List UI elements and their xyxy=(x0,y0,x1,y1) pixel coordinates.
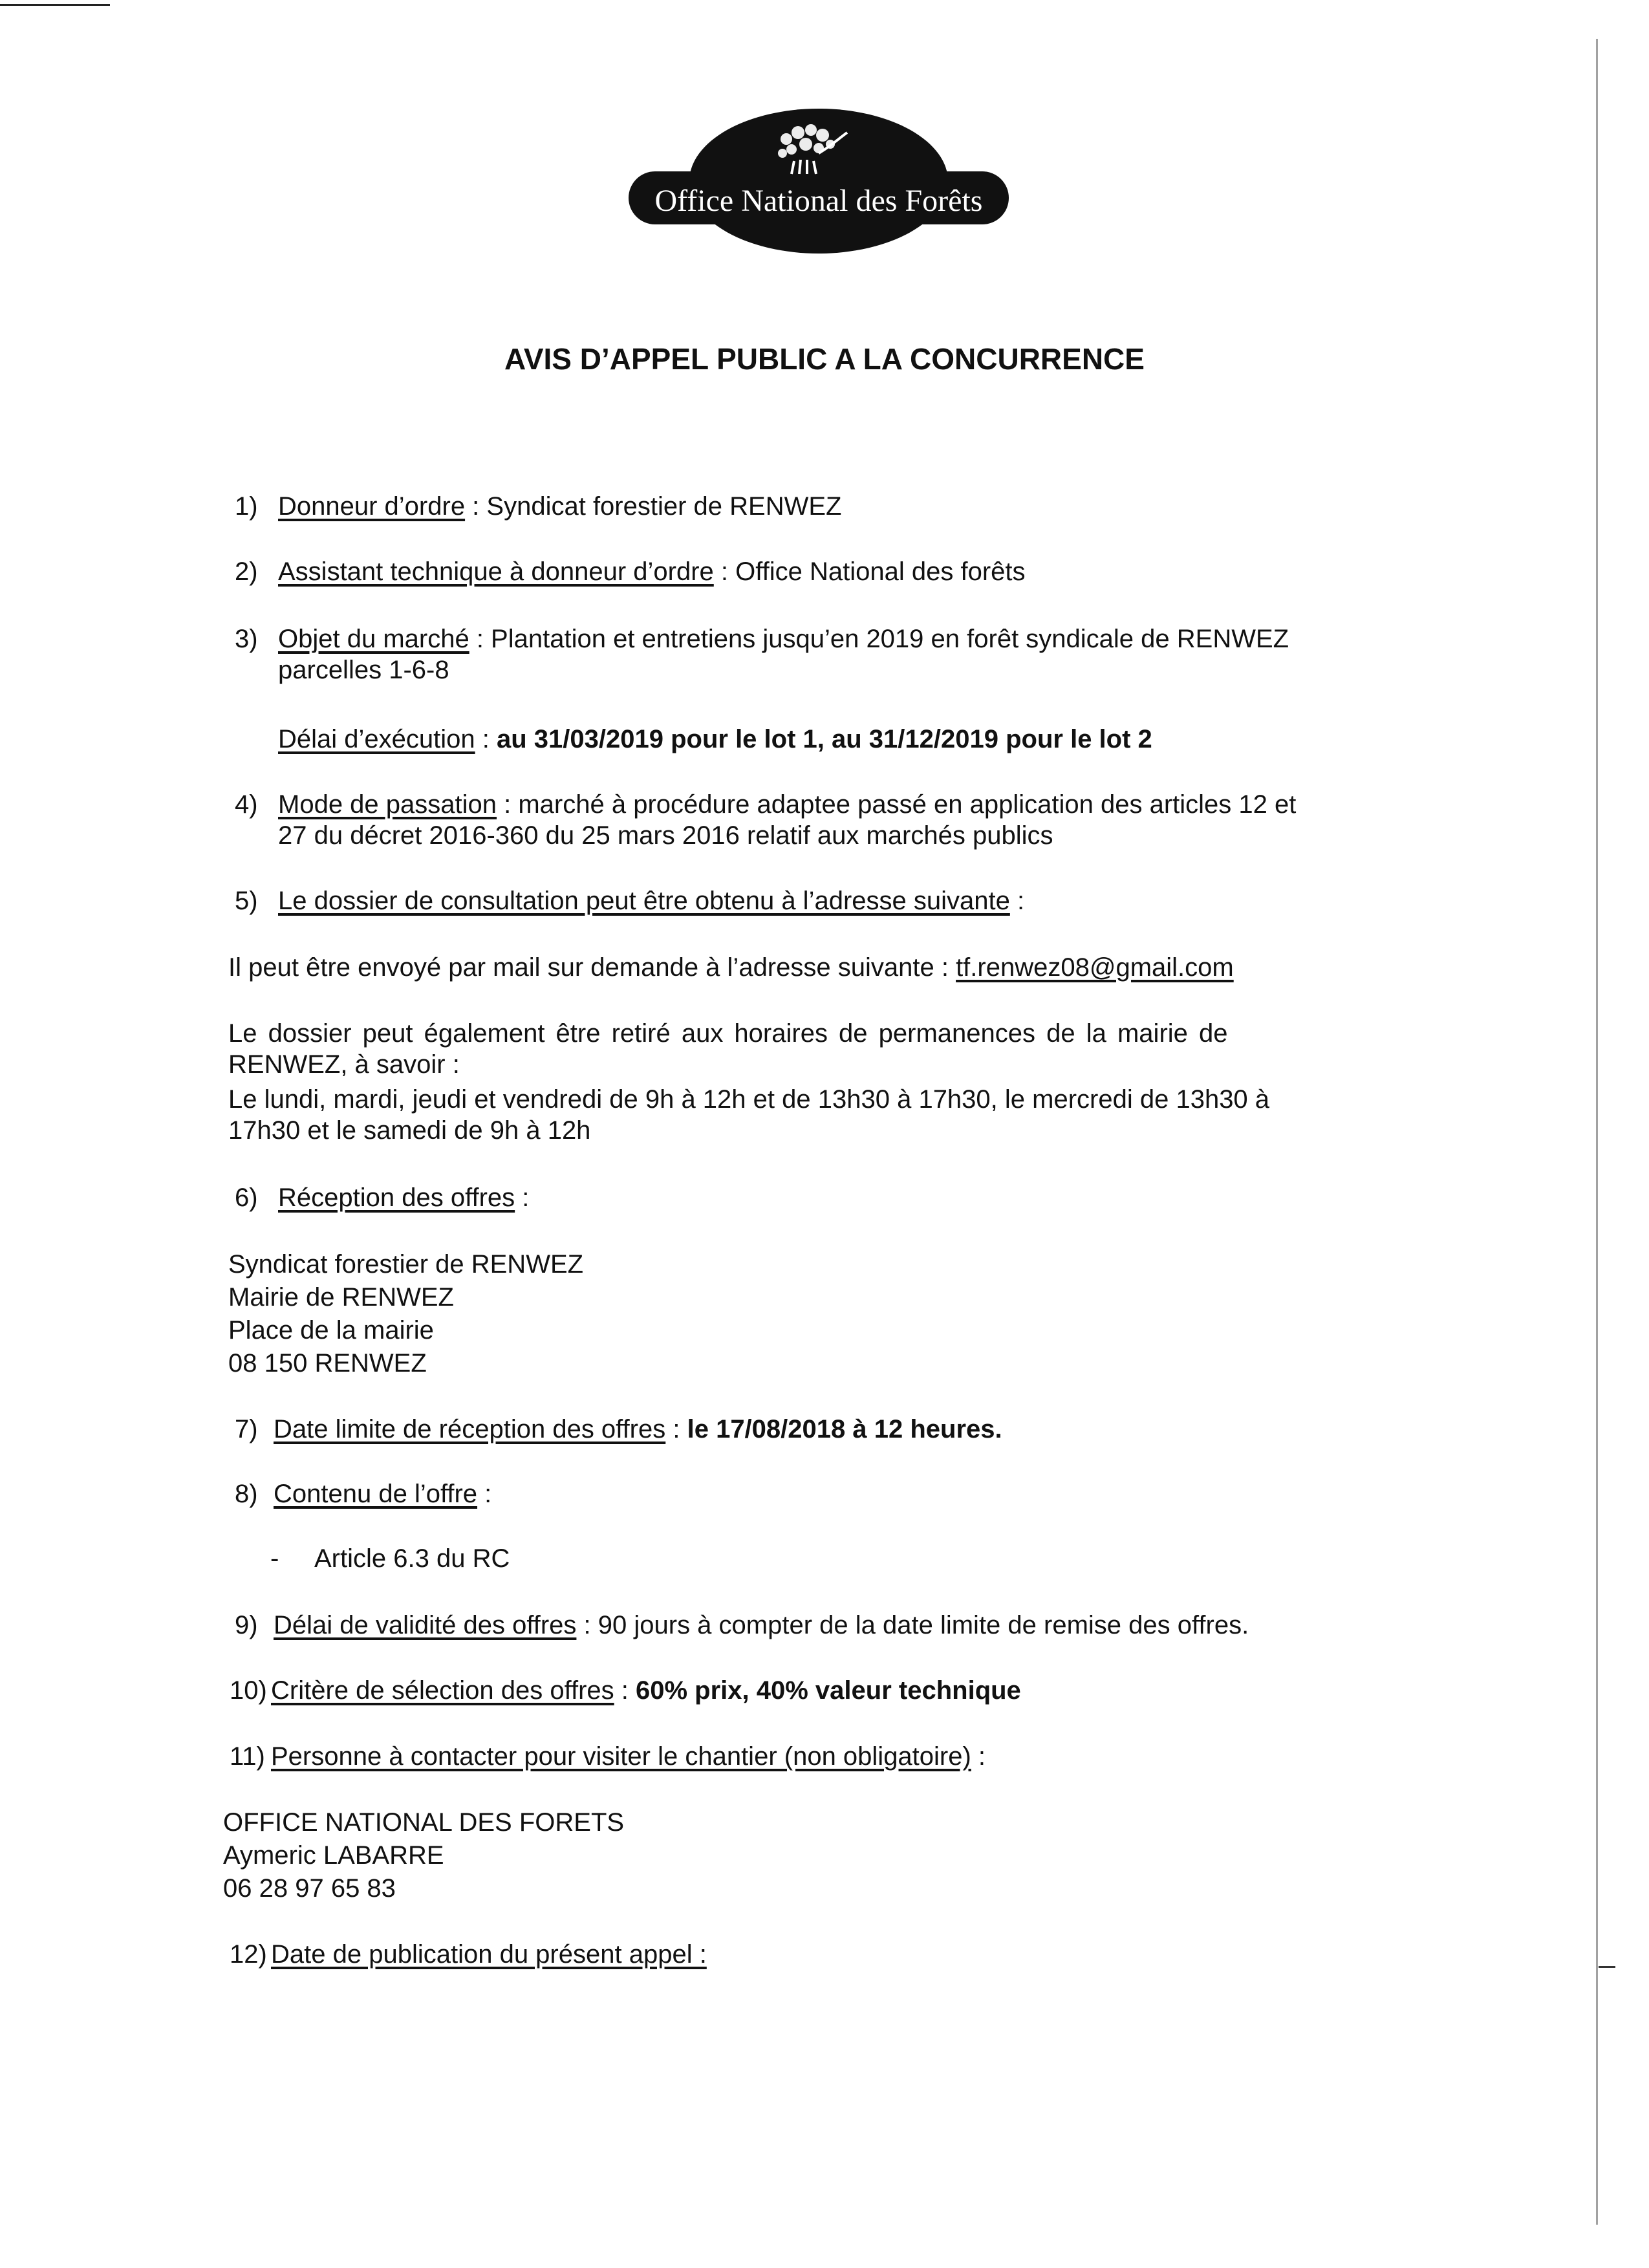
item-separator: : xyxy=(971,1742,986,1771)
item-number: 12) xyxy=(230,1940,267,1969)
item-label: Assistant technique à donneur d’ordre xyxy=(278,557,714,586)
item-separator: : xyxy=(576,1611,598,1639)
item-number: 5) xyxy=(235,887,258,915)
item-number: 9) xyxy=(235,1611,258,1639)
item-5-retrait-3: Le lundi, mardi, jeudi et vendredi de 9h à 12h et de 13h30 à 17h30, le mercredi de 13h30 à xyxy=(228,1085,1270,1114)
item-value: 90 jours à compter de la date limite de remise des offres. xyxy=(598,1611,1249,1639)
item-12 xyxy=(230,1938,707,1971)
address-line: Place de la mairie xyxy=(228,1316,434,1345)
page-title: AVIS D’APPEL PUBLIC A LA CONCURRENCE xyxy=(504,342,1145,376)
item-label: Réception des offres xyxy=(278,1183,515,1212)
item-number: 8) xyxy=(235,1480,258,1508)
item-value: marché à procédure adaptee passé en application des articles 12 et xyxy=(518,790,1297,819)
item-5-retrait-1: Le dossier peut également être retiré aux horaires de permanences de la mairie de xyxy=(228,1019,1228,1048)
item-label: Mode de passation xyxy=(278,790,497,819)
item-3-delai xyxy=(278,722,1152,756)
mail-link[interactable]: tf.renwez08@gmail.com xyxy=(956,953,1234,982)
bullet-text: Article 6.3 du RC xyxy=(314,1544,510,1573)
item-label: Date limite de réception des offres xyxy=(274,1415,666,1443)
item-3-continuation: parcelles 1-6-8 xyxy=(278,656,449,684)
item-5-retrait-4: 17h30 et le samedi de 9h à 12h xyxy=(228,1116,591,1145)
item-separator: : xyxy=(1009,887,1025,915)
item-4-continuation: 27 du décret 2016-360 du 25 mars 2016 relatif aux marchés publics xyxy=(278,821,1053,850)
item-number: 11) xyxy=(230,1742,265,1771)
bullet-dash: - xyxy=(270,1544,279,1573)
item-separator: : xyxy=(477,1480,492,1508)
delai-label: Délai d’exécution xyxy=(278,725,475,753)
item-1 xyxy=(235,490,841,523)
item-separator: : xyxy=(713,557,736,586)
contact-line: 06 28 97 65 83 xyxy=(223,1874,396,1903)
contact-line: OFFICE NATIONAL DES FORETS xyxy=(223,1808,625,1837)
item-8-bullet xyxy=(270,1542,510,1575)
item-label: Donneur d’ordre xyxy=(278,492,466,521)
scan-artifact-tick xyxy=(1599,1966,1615,1968)
item-number: 1) xyxy=(235,492,258,521)
item-6 xyxy=(235,1181,529,1215)
item-separator: : xyxy=(665,1415,687,1443)
onf-logo xyxy=(625,107,1013,262)
item-label: Le dossier de consultation peut être obtenu à l’adresse suivante xyxy=(278,887,1010,915)
address-line: Syndicat forestier de RENWEZ xyxy=(228,1250,584,1279)
logo-text: Office National des Forêts xyxy=(654,184,983,218)
item-value: Office National des forêts xyxy=(735,557,1026,586)
item-label: Délai de validité des offres xyxy=(274,1611,577,1639)
item-label: Personne à contacter pour visiter le chantier (non obligatoire) xyxy=(271,1742,971,1771)
item-number: 3) xyxy=(235,625,258,653)
item-separator: : xyxy=(515,1183,530,1212)
item-4 xyxy=(235,788,1296,821)
item-5 xyxy=(235,884,1024,918)
scan-artifact-top xyxy=(0,4,110,6)
item-number: 4) xyxy=(235,790,258,819)
item-label: Contenu de l’offre xyxy=(274,1480,478,1508)
item-10 xyxy=(230,1674,1021,1707)
delai-value: au 31/03/2019 pour le lot 1, au 31/12/2019 pour le lot 2 xyxy=(496,725,1152,753)
item-number: 10) xyxy=(230,1676,267,1705)
item-number: 6) xyxy=(235,1183,258,1212)
item-7 xyxy=(235,1412,1002,1446)
item-label: Objet du marché xyxy=(278,625,469,653)
item-2 xyxy=(235,555,1026,589)
item-separator: : xyxy=(497,790,519,819)
item-5-mail xyxy=(228,951,1234,984)
item-label: Date de publication du présent appel : xyxy=(271,1940,707,1969)
item-5-retrait-2: RENWEZ, à savoir : xyxy=(228,1050,460,1079)
address-line: 08 150 RENWEZ xyxy=(228,1349,427,1377)
address-line: Mairie de RENWEZ xyxy=(228,1283,454,1312)
item-11 xyxy=(230,1740,986,1773)
item-8 xyxy=(235,1477,491,1511)
contact-line: Aymeric LABARRE xyxy=(223,1841,444,1870)
item-value: 60% prix, 40% valeur technique xyxy=(636,1676,1021,1705)
delai-separator: : xyxy=(475,725,497,753)
item-separator: : xyxy=(465,492,487,521)
item-separator: : xyxy=(614,1676,636,1705)
item-value: Plantation et entretiens jusqu’en 2019 en forêt syndicale de RENWEZ xyxy=(491,625,1289,653)
item-9 xyxy=(235,1608,1249,1642)
item-separator: : xyxy=(469,625,491,653)
item-number: 7) xyxy=(235,1415,258,1443)
item-value: Syndicat forestier de RENWEZ xyxy=(486,492,842,521)
item-3 xyxy=(235,622,1289,656)
mail-text: Il peut être envoyé par mail sur demande à l’adresse suivante : xyxy=(228,953,956,982)
item-value: le 17/08/2018 à 12 heures. xyxy=(687,1415,1002,1443)
item-number: 2) xyxy=(235,557,258,586)
item-label: Critère de sélection des offres xyxy=(271,1676,614,1705)
